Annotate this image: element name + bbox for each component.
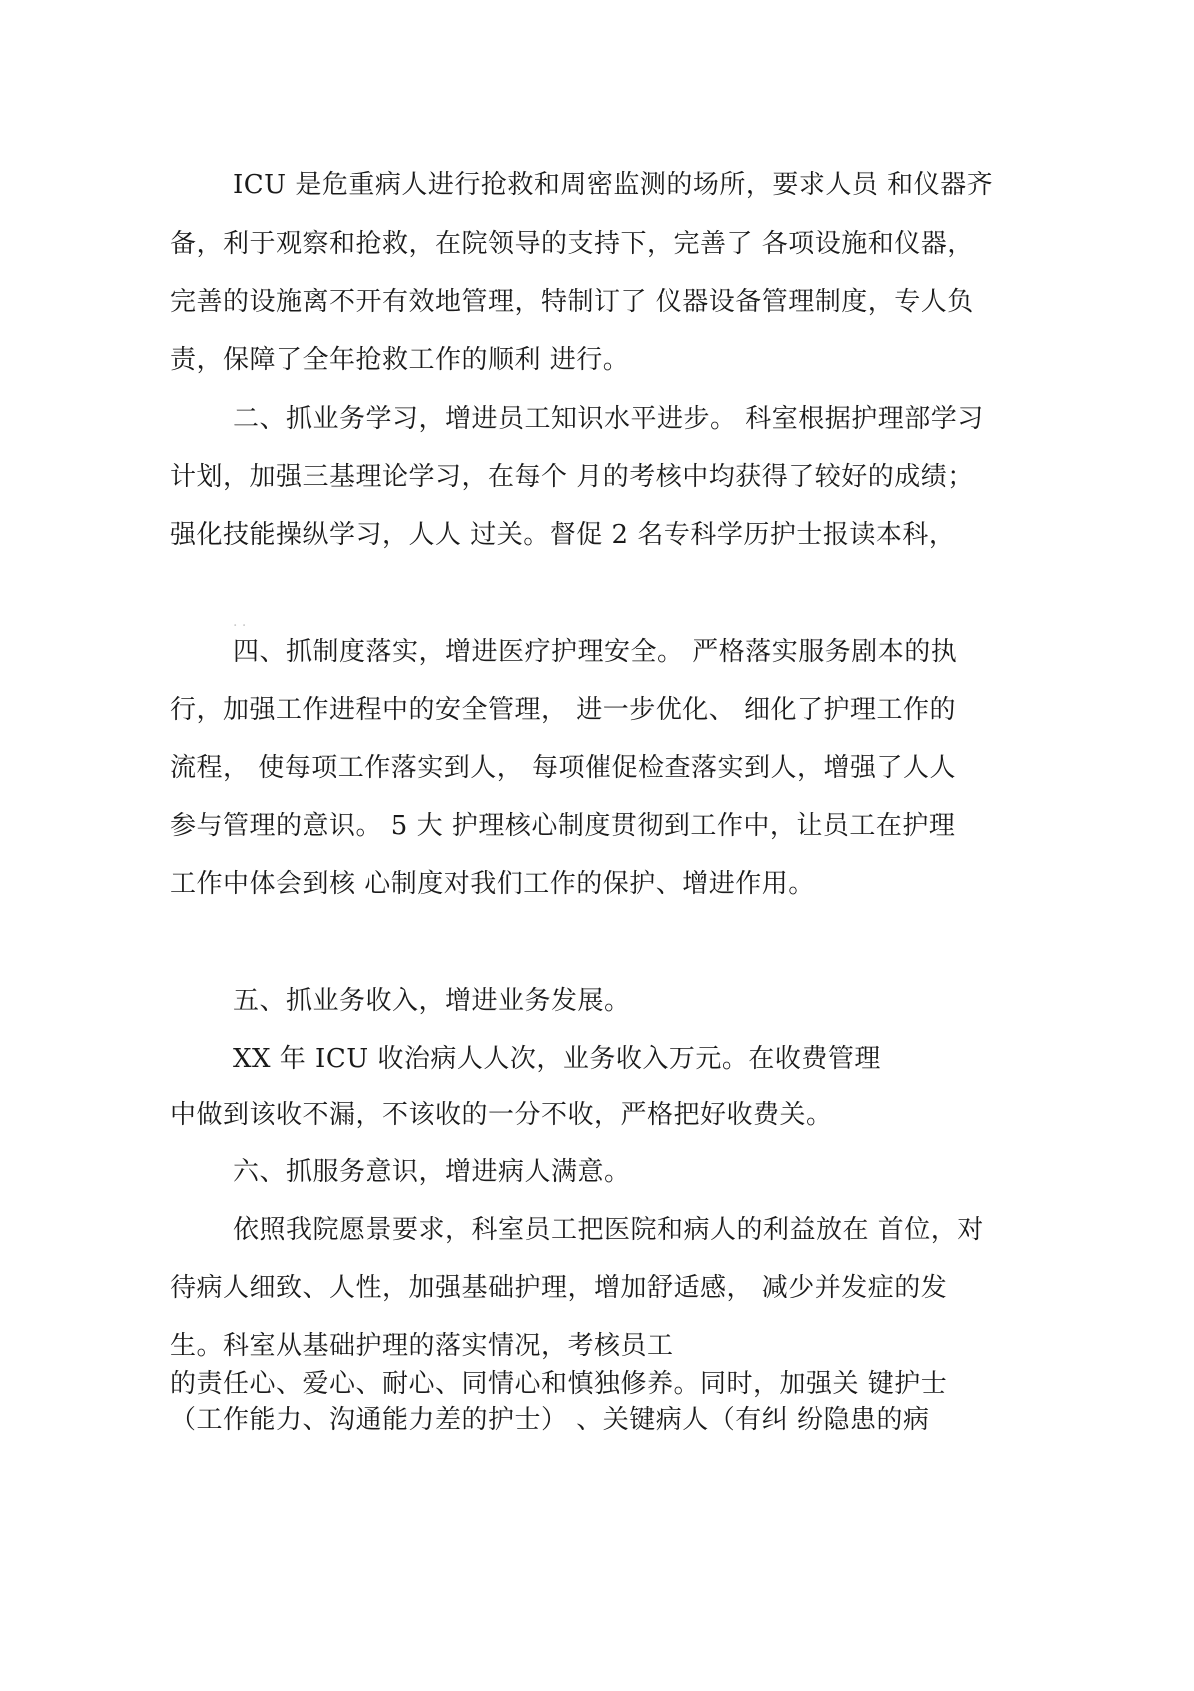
para-safety-line-5: 工作中体会到核 心制度对我们工作的保护、增进作用。	[170, 869, 815, 899]
para-service-heading: 六、抓服务意识，增进病人满意。	[233, 1157, 631, 1187]
para-safety-line-2: 行，加强工作进程中的安全管理， 进一步优化、 细化了护理工作的	[170, 695, 957, 725]
para-service-line-3: 生。科室从基础护理的落实情况，考核员工	[170, 1331, 674, 1361]
para-safety-line-4: 参与管理的意识。 5 大 护理核心制度贯彻到工作中，让员工在护理	[170, 811, 956, 841]
para-service-line-5: （工作能力、沟通能力差的护士） 、关键病人（有纠 纷隐患的病	[170, 1405, 930, 1435]
para-service-line-2: 待病人细致、人性，加强基础护理，增加舒适感， 减少并发症的发	[170, 1273, 948, 1303]
para-service-line-4: 的责任心、爱心、耐心、同情心和慎独修养。同时，加强关 键护士	[170, 1369, 948, 1399]
para-icu-line-4: 责，保障了全年抢救工作的顺利 进行。	[170, 345, 630, 375]
para-safety-line-1: 四、抓制度落实，增进医疗护理安全。 严格落实服务剧本的执	[233, 637, 958, 667]
para-safety-line-3: 流程， 使每项工作落实到人， 每项催促检查落实到人，增强了人人	[170, 753, 957, 783]
para-income-line-2: 中做到该收不漏，不该收的一分不收，严格把好收费关。	[170, 1100, 833, 1130]
para-study-line-3: 强化技能操纵学习，人人 过关。督促 2 名专科学历护士报读本科，	[170, 520, 956, 550]
para-income-heading: 五、抓业务收入，增进业务发展。	[233, 986, 631, 1016]
para-income-line-1: XX 年 ICU 收治病人人次，业务收入万元。在收费管理	[233, 1044, 881, 1074]
para-icu-line-2: 备，利于观察和抢救，在院领导的支持下，完善了 各项设施和仪器，	[170, 229, 974, 259]
para-study-line-2: 计划，加强三基理论学习，在每个 月的考核中均获得了较好的成绩；	[170, 462, 974, 492]
para-study-line-1: 二、抓业务学习，增进员工知识水平进步。 科室根据护理部学习	[233, 404, 984, 434]
para-service-line-1: 依照我院愿景要求，科室员工把医院和病人的利益放在 首位，对	[233, 1215, 984, 1245]
para-icu-line-3: 完善的设施离不开有效地管理，特制订了 仪器设备管理制度，专人负	[170, 287, 974, 317]
faint-mark: · ·	[233, 618, 247, 634]
para-icu-line-1: ICU 是危重病人进行抢救和周密监测的场所，要求人员 和仪器齐	[233, 170, 994, 200]
